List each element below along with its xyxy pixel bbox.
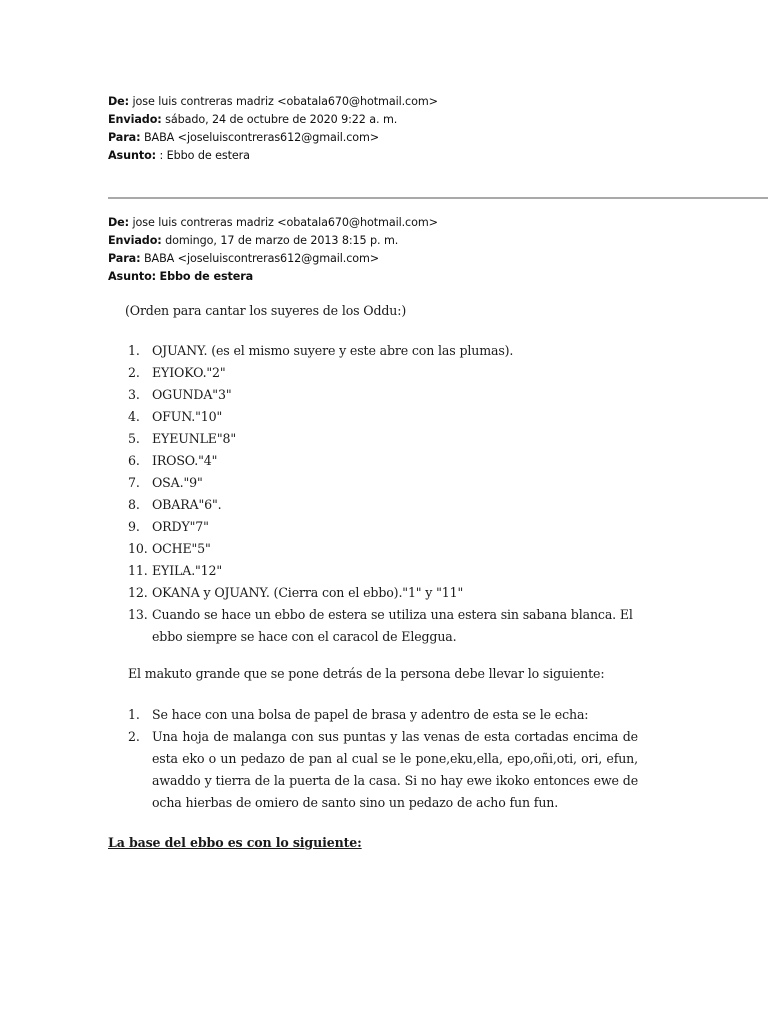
from-label: De: [108, 216, 130, 229]
list-text: OSA."9" [152, 475, 203, 490]
list-text: IROSO."4" [152, 453, 218, 468]
list-text: OGUNDA"3" [152, 387, 232, 402]
list-number: 9. [128, 519, 140, 534]
list-text: OCHE"5" [152, 541, 211, 556]
list-text: OBARA"6". [152, 497, 222, 512]
list-item [128, 362, 648, 384]
list-number: 2. [128, 729, 140, 744]
from-line [108, 93, 438, 111]
subject-line [108, 268, 438, 286]
list-item [128, 704, 638, 726]
from-value: jose luis contreras madriz <obatala670@hotmail.com> [132, 95, 438, 108]
list-item [128, 494, 648, 516]
to-label: Para: [108, 252, 141, 265]
list-number: 11. [128, 563, 148, 578]
base-heading: La base del ebbo es con lo siguiente: [108, 835, 362, 850]
list-text: Cuando se hace un ebbo de estera se utiliza una estera sin sabana blanca. El ebbo siempre se hace con el caracol de Eleggua. [152, 607, 633, 644]
list-item [128, 726, 638, 814]
separator-rule [108, 197, 768, 199]
list-item [128, 384, 648, 406]
list-number: 3. [128, 387, 140, 402]
sent-label: Enviado: [108, 113, 162, 126]
from-line [108, 214, 438, 232]
intro-paragraph: (Orden para cantar los suyeres de los Oddu:) [125, 303, 407, 318]
from-label: De: [108, 95, 130, 108]
list-number: 8. [128, 497, 140, 512]
list-item [128, 428, 648, 450]
list-number: 1. [128, 343, 140, 358]
list-number: 10. [128, 541, 148, 556]
sent-line [108, 111, 438, 129]
list-number: 4. [128, 409, 140, 424]
list-number: 1. [128, 707, 140, 722]
oddu-order-list [128, 340, 648, 648]
subject-label: Asunto: [108, 270, 157, 283]
list-item [128, 516, 648, 538]
list-number: 5. [128, 431, 140, 446]
list-text: ORDY"7" [152, 519, 209, 534]
email-header-2020 [108, 93, 438, 165]
sent-label: Enviado: [108, 234, 162, 247]
list-item [128, 450, 648, 472]
sent-value: domingo, 17 de marzo de 2013 8:15 p. m. [165, 234, 399, 247]
sent-line [108, 232, 438, 250]
to-value: BABA <joseluiscontreras612@gmail.com> [143, 252, 380, 265]
list-text: EYIOKO."2" [152, 365, 226, 380]
list-item [128, 582, 648, 604]
email-header-2013 [108, 214, 438, 286]
subject-value: : Ebbo de estera [159, 149, 250, 162]
list-text: OFUN."10" [152, 409, 223, 424]
to-value: BABA <joseluiscontreras612@gmail.com> [143, 131, 380, 144]
subject-value: Ebbo de estera [159, 270, 254, 283]
list-item [128, 340, 648, 362]
list-item [128, 604, 648, 648]
list-text: Se hace con una bolsa de papel de brasa y adentro de esta se le echa: [152, 707, 589, 722]
list-number: 7. [128, 475, 140, 490]
to-line [108, 250, 438, 268]
makuto-paragraph: El makuto grande que se pone detrás de la persona debe llevar lo siguiente: [128, 666, 605, 681]
list-text: OKANA y OJUANY. (Cierra con el ebbo)."1" y "11" [152, 585, 464, 600]
list-text: EYEUNLE"8" [152, 431, 236, 446]
list-text: EYILA."12" [152, 563, 223, 578]
list-item [128, 560, 648, 582]
list-number: 12. [128, 585, 148, 600]
subject-label: Asunto: [108, 149, 157, 162]
list-number: 6. [128, 453, 140, 468]
list-number: 2. [128, 365, 140, 380]
list-text: OJUANY. (es el mismo suyere y este abre con las plumas). [152, 343, 514, 358]
from-value: jose luis contreras madriz <obatala670@hotmail.com> [132, 216, 438, 229]
list-item [128, 406, 648, 428]
sent-value: sábado, 24 de octubre de 2020 9:22 a. m. [165, 113, 398, 126]
to-line [108, 129, 438, 147]
list-text: Una hoja de malanga con sus puntas y las venas de esta cortadas encima de esta eko o un pedazo de pan al cual se le pone,eku,ella, epo,oñi,oti, ori, efun, awaddo y tierra de la puerta de la casa. Si no hay ewe ikoko entonces ewe de ocha hierbas de omiero de santo sino un pedazo de acho fun fun. [152, 729, 638, 810]
to-label: Para: [108, 131, 141, 144]
list-item [128, 472, 648, 494]
subject-line [108, 147, 438, 165]
makuto-list [128, 704, 638, 814]
list-number: 13. [128, 607, 148, 622]
list-item [128, 538, 648, 560]
